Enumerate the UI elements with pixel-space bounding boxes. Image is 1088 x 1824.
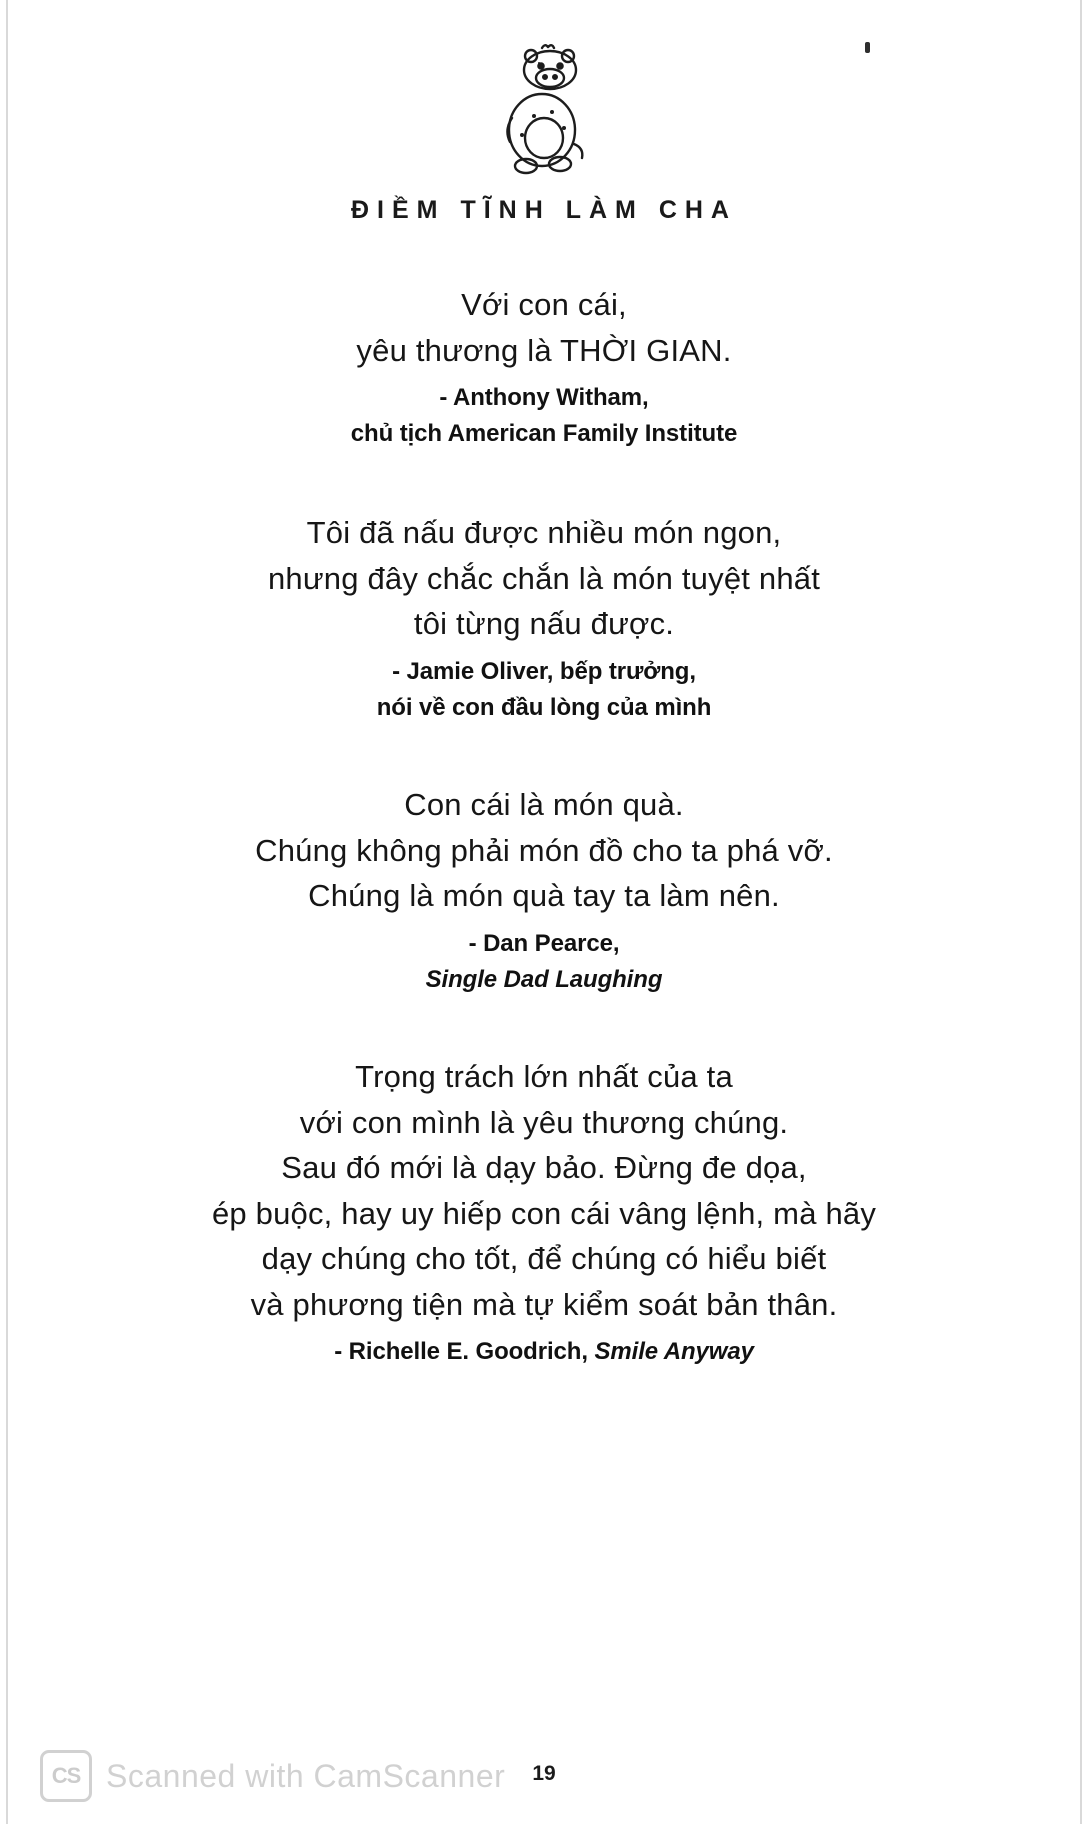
camscanner-watermark-text: Scanned with CamScanner (106, 1757, 506, 1794)
quote-line: Chúng là món quà tay ta làm nên. (308, 878, 780, 914)
quote-line: Sau đó mới là dạy bảo. Đừng đe dọa, (281, 1150, 807, 1186)
quote-block (0, 510, 1088, 726)
quote-line: tôi từng nấu được. (413, 606, 675, 642)
quote-line: với con mình là yêu thương chúng. (299, 1104, 789, 1140)
quote-attribution: - Anthony Witham, (439, 384, 649, 412)
page-number: 19 (532, 1762, 556, 1785)
quote-line: ép buộc, hay uy hiếp con cái vâng lệnh, mà hãy (211, 1195, 877, 1231)
quote-attribution-detail: chủ tịch American Family Institute (350, 420, 738, 448)
quote-attribution: - Jamie Oliver, bếp trưởng, (392, 658, 696, 685)
quote-block (0, 1054, 1088, 1371)
quote-line: Chúng không phải món đồ cho ta phá vỡ. (255, 832, 833, 868)
scan-artifact (865, 42, 870, 53)
quote-line: yêu thương là THỜI GIAN. (356, 332, 732, 368)
quote-attribution (0, 1333, 1088, 1370)
quote-line: và phương tiện mà tự kiểm soát bản thân. (250, 1286, 838, 1322)
quote-list (0, 282, 1088, 1415)
quote-source-title: Smile Anyway (594, 1338, 754, 1366)
quote-line: Con cái là món quà. (404, 787, 684, 823)
chapter-title: ĐIỀM TĨNH LÀM CHA (351, 196, 737, 224)
quote-line: nhưng đây chắc chắn là món tuyệt nhất (267, 560, 821, 596)
quote-line: Tôi đã nấu được nhiều món ngon, (306, 515, 782, 551)
quote-block (0, 782, 1088, 998)
attribution-author: - Richelle E. Goodrich, (334, 1338, 595, 1366)
camscanner-watermark (40, 1750, 505, 1802)
quote-line: Trọng trách lớn nhất của ta (355, 1059, 733, 1095)
camscanner-logo-icon: CS (40, 1750, 92, 1802)
quote-attribution-detail: nói về con đầu lòng của mình (376, 694, 712, 722)
hippo-illustration (484, 40, 604, 180)
quote-attribution: - Dan Pearce, (468, 929, 620, 957)
quote-line: Với con cái, (461, 287, 627, 322)
quote-line: dạy chúng cho tốt, để chúng có hiểu biết (261, 1241, 827, 1277)
quote-source-title: Single Dad Laughing (425, 966, 663, 994)
quote-block (0, 282, 1088, 452)
